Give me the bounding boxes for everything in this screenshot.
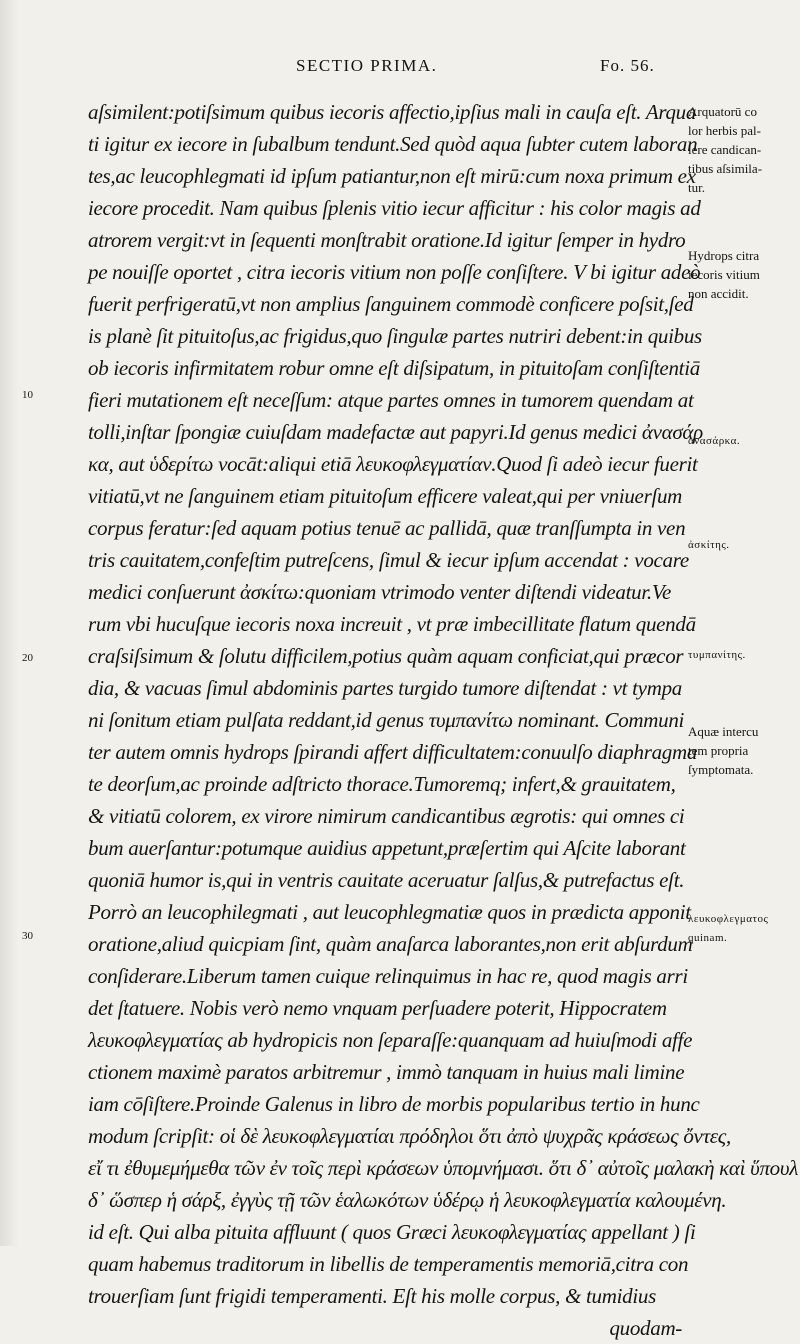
- text-line: tolli,inſtar ſpongiæ cuiuſdam madefactæ aut papyri.Id genus medici ἀνασάρ: [88, 420, 703, 444]
- margin-note-tympanites: τυμπανίτης.: [688, 649, 746, 661]
- margin-note-anasarca: ἀνασάρκα.: [688, 435, 741, 447]
- text-line: κα, aut ὑδερίτω vocāt:aliqui etiā λευκοφλεγματίαν.Quod ſi adeò iecur fuerit: [88, 452, 698, 476]
- text-line: craſsiſsimum & ſolutu difficilem,potius quàm aquam conficiat,qui præcor: [88, 644, 684, 668]
- line-number-30: 30: [22, 930, 33, 942]
- text-line: fieri mutationem eſt neceſſum: atque partes omnes in tumorem quendam at: [88, 388, 694, 412]
- margin-note-hydrops: Hydrops citra iecoris vitium non accidit.: [688, 248, 760, 301]
- text-line: ctionem maximè paratos arbitremur , immò tanquam in huius mali limine: [88, 1060, 685, 1084]
- greek-quote-line: εἴ τι ἐθυμεμήμεθα τῶν ἐν τοῖς περὶ κράσεων ὑπομνήμασι. ὅτι δ᾽ αὐτοῖς μαλακὴ καὶ ὕπουλ: [88, 1156, 799, 1180]
- text-line: quam habemus traditorum in libellis de temperamentis memoriā,citra con: [88, 1252, 689, 1276]
- text-line: medici conſuerunt ἀσκίτω:quoniam vtrimodo venter diſtendi videatur.Ve: [88, 580, 672, 604]
- text-line: vitiatū,vt ne ſanguinem etiam pituitoſum efficere valeat,qui per vniuerſum: [88, 484, 683, 508]
- catchword: quodam-: [609, 1316, 682, 1340]
- margin-note-arquatorum: Arquatorū co lor herbis pal- lere candican- tibus aſsimila- tur.: [688, 104, 763, 195]
- text-line: iecore procedit. Nam quibus ſplenis vitio iecur afficitur : his color magis ad: [88, 196, 701, 220]
- text-line: Porrò an leucophilegmati , aut leucophlegmatiæ quos in prædicta apponit: [88, 900, 691, 924]
- text-line: dia, & vacuas ſimul abdominis partes turgido tumore diſtendat : vt tympa: [88, 676, 682, 700]
- greek-quote-line: δ᾽ ὥσπερ ἡ σάρξ, ἐγγὺς τῇ τῶν ἑαλωκότων ὑδέρῳ ἡ λευκοφλεγματία καλουμένη.: [88, 1188, 727, 1212]
- text-line: is planè ſit pituitoſus,ac frigidus,quo ſingulæ partes nutriri debent:in quibus: [88, 324, 702, 348]
- text-line: te deorſum,ac proinde adſtricto thorace.Tumoremq; infert,& grauitatem,: [88, 772, 676, 796]
- running-header: [0, 56, 800, 80]
- text-line: conſiderare.Liberum tamen cuique relinquimus in hac re, quod magis arri: [88, 964, 688, 988]
- text-line: det ſtatuere. Nobis verò nemo vnquam perſuadere poterit, Hippocratem: [88, 996, 667, 1020]
- text-line: iam cōſiſtere.Proinde Galenus in libro de morbis popularibus tertio in hunc: [88, 1092, 700, 1116]
- text-line: bum auerſantur:potumque auidius appetunt,præſertim qui Aſcite laborant: [88, 836, 686, 860]
- line-number-10: 10: [22, 389, 33, 401]
- text-line: ob iecoris infirmitatem robur omne eſt diſsipatum, in pituitoſam conſiſtentiā: [88, 356, 700, 380]
- text-line: corpus feratur:ſed aquam potius tenuē ac pallidā, quæ tranſſumpta in ven: [88, 516, 686, 540]
- text-line: oratione,aliud quicpiam ſint, quàm anaſarca laborantes,non erit abſurdum: [88, 932, 693, 956]
- margin-note-ascites: ἀσκίτης.: [688, 539, 730, 551]
- text-line: atrorem vergit:vt in ſequenti monſtrabit oratione.Id igitur ſemper in hydro: [88, 228, 686, 252]
- text-line: tes,ac leucophlegmati id ipſum patiantur,non eſt mirū:cum noxa primum ex: [88, 164, 696, 188]
- greek-quote-line: modum ſcripſit: οἱ δὲ λευκοφλεγματίαι πρόδηλοι ὅτι ἀπὸ ψυχρᾶς κράσεως ὄντες,: [88, 1124, 731, 1148]
- margin-note-aquae-intercutem: Aquæ intercu tem propria ſymptomata.: [688, 724, 759, 777]
- text-line: trouerſiam ſunt frigidi temperamenti. Eſt his molle corpus, & tumidius: [88, 1284, 656, 1308]
- line-number-20: 20: [22, 652, 33, 664]
- text-line: tris cauitatem,confeſtim putreſcens, ſimul & iecur ipſum accendat : vocare: [88, 548, 689, 572]
- margin-note-leucophlegmatos: λευκοφλεγματος quinam.: [688, 913, 769, 944]
- text-line: id eſt. Qui alba pituita affluunt ( quos Græci λευκοφλεγματίας appellant ) ſi: [88, 1220, 696, 1244]
- text-line: quoniā humor is,qui in ventris cauitate aceruatur ſalſus,& putrefactus eſt.: [88, 868, 685, 892]
- text-line: rum vbi hucuſque iecoris noxa increuit , vt præ imbecillitate flatum quendā: [88, 612, 696, 636]
- text-line: & vitiatū colorem, ex virore nimirum candicantibus ægrotis: qui omnes ci: [88, 804, 685, 828]
- text-line: ter autem omnis hydrops ſpirandi affert difficultatem:conuulſo diaphragma: [88, 740, 698, 764]
- text-line: λευκοφλεγματίας ab hydropicis non ſeparaſſe:quanquam ad huiuſmodi affe: [88, 1028, 693, 1052]
- text-line: fuerit perfrigeratū,vt non amplius ſanguinem commodè conficere poſsit,ſed: [88, 292, 694, 316]
- text-line: pe nouiſſe oportet , citra iecoris vitium non poſſe conſiſtere. V bi igitur adeò: [88, 260, 701, 284]
- text-line: ni ſonitum etiam pulſata reddant,id genus τυμπανίτω nominant. Communi: [88, 708, 685, 732]
- page-gutter-shadow: [0, 0, 18, 1246]
- text-line: aſsimilent:potiſsimum quibus iecoris affectio,ipſius mali in cauſa eſt. Arqua: [88, 100, 697, 124]
- section-title: SECTIO PRIMA.: [296, 56, 438, 75]
- text-line: ti igitur ex iecore in ſubalbum tendunt.Sed quòd aqua ſubter cutem laboran: [88, 132, 698, 156]
- folio-number: Fo. 56.: [600, 56, 655, 75]
